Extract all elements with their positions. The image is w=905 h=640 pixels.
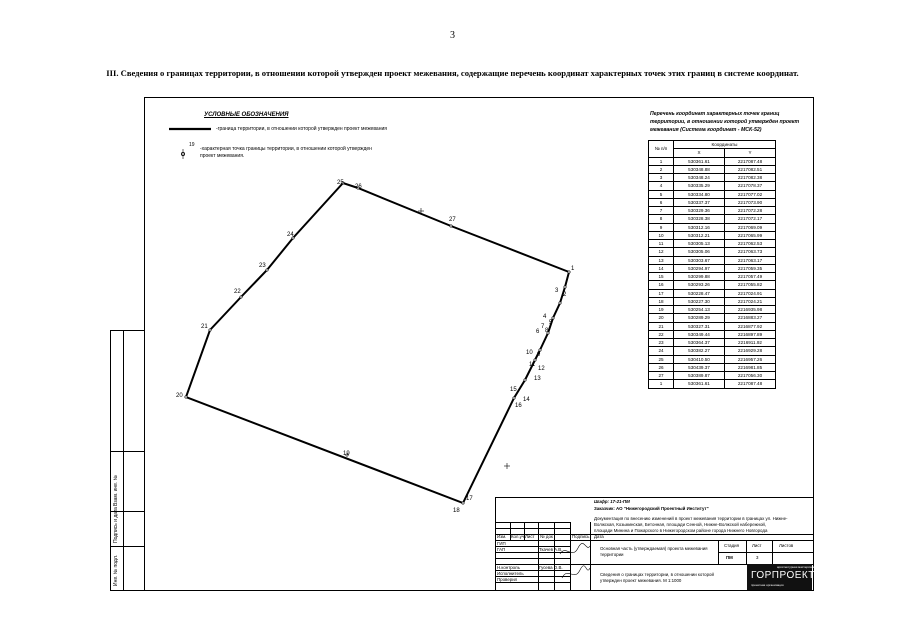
cell-y: 2217062.53 — [725, 240, 776, 248]
cell-number: 1 — [649, 157, 674, 165]
point-label: 27 — [449, 217, 456, 223]
cell-y: 2217087.48 — [725, 157, 776, 165]
cell-x: 530293.26 — [674, 281, 725, 289]
stamp-header-podp: Подпись — [572, 534, 590, 539]
signature-scribbles — [558, 542, 592, 584]
cell-y: 2217063.17 — [725, 256, 776, 264]
header-x: X — [674, 149, 725, 157]
cell-number: 9 — [649, 223, 674, 231]
title-block-stamp — [495, 497, 813, 590]
logo-main-text: ГОРПРОЕКТ — [751, 570, 815, 581]
point-marker — [462, 502, 464, 504]
cell-x: 530361.61 — [674, 157, 725, 165]
stamp-customer: Заказчик: АО "Нижегородский Проектный Институт" — [594, 506, 709, 511]
legend-title: УСЛОВНЫЕ ОБОЗНАЧЕНИЯ — [204, 112, 289, 118]
cell-y: 2217059.35 — [725, 264, 776, 272]
point-marker — [524, 379, 526, 381]
cell-number: 15 — [649, 273, 674, 281]
boundary-polyline — [186, 183, 569, 503]
cell-x: 530303.67 — [674, 256, 725, 264]
table-row — [649, 215, 776, 223]
stamp-header-data: Дата — [594, 534, 604, 539]
stamp-stage-label: Стадия — [724, 543, 739, 548]
point-label: 10 — [526, 350, 533, 356]
stamp-role-gip: ГИП — [497, 541, 506, 546]
cell-x: 530289.29 — [674, 314, 725, 322]
legend-point-text-line2: проект межевания. — [200, 153, 245, 159]
point-label: 26 — [355, 184, 362, 190]
table-row — [649, 339, 776, 347]
table-row — [649, 322, 776, 330]
coordinates-rows — [649, 157, 776, 388]
cell-y: 2217082.38 — [725, 174, 776, 182]
point-label: 20 — [176, 393, 183, 399]
stamp-sheet-title-line2: утвержден проект межевания. М 1:1000 — [600, 578, 682, 583]
cell-number: 5 — [649, 190, 674, 198]
point-marker — [209, 329, 211, 331]
point-label: 16 — [515, 403, 522, 409]
cell-number: 25 — [649, 355, 674, 363]
header-number: № п/п — [649, 141, 674, 158]
point-marker — [552, 317, 554, 319]
cell-number: 7 — [649, 207, 674, 215]
cell-x: 530389.87 — [674, 372, 725, 380]
stamp-header-ndok: № док — [540, 534, 553, 539]
table-row — [649, 231, 776, 239]
cell-y: 2217065.99 — [725, 231, 776, 239]
cell-number: 8 — [649, 215, 674, 223]
point-label: 5 — [549, 320, 553, 326]
cell-y: 2217063.73 — [725, 248, 776, 256]
point-marker — [240, 296, 242, 298]
stamp-role-prov: Проверил — [497, 577, 518, 582]
coordinates-table — [648, 140, 776, 389]
table-row — [649, 306, 776, 314]
cell-number: 22 — [649, 330, 674, 338]
table-row — [649, 264, 776, 272]
stamp-code: Шифр: 17-21-ПМ — [594, 499, 630, 504]
stamp-name-1: Ткачев А.В. — [539, 547, 563, 552]
strip-label-original-inv: Инв. № подл. — [113, 554, 119, 586]
cell-y: 2217077.02 — [725, 190, 776, 198]
point-label: 21 — [201, 324, 208, 330]
point-label: 12 — [538, 366, 545, 372]
table-row — [649, 347, 776, 355]
cell-y: 2217072.17 — [725, 215, 776, 223]
point-label: 4 — [543, 314, 547, 320]
cell-y: 2216877.92 — [725, 322, 776, 330]
cell-x: 530334.80 — [674, 190, 725, 198]
page-number: 3 — [450, 30, 455, 41]
stamp-header-izm: Изм. — [497, 534, 507, 539]
table-row — [649, 372, 776, 380]
stamp-name-2: Гусева О.В. — [539, 565, 563, 570]
point-marker — [534, 359, 536, 361]
point-label: 24 — [287, 232, 294, 238]
cell-number: 24 — [649, 347, 674, 355]
cell-y: 2216911.92 — [725, 339, 776, 347]
point-label: 9 — [537, 352, 541, 358]
point-label: 2 — [563, 292, 567, 298]
gorproekt-logo — [747, 564, 815, 590]
point-label: 17 — [466, 496, 473, 502]
header-coordinates: Координаты — [674, 141, 776, 149]
strip-label-replaced-inv: Взам. инв. № — [113, 475, 119, 506]
cell-number: 2 — [649, 165, 674, 173]
cell-number: 21 — [649, 322, 674, 330]
cell-y: 2217024.21 — [725, 297, 776, 305]
stamp-header-kol: Кол.уч — [511, 534, 525, 539]
cell-x: 530382.27 — [674, 347, 725, 355]
cell-number: 20 — [649, 314, 674, 322]
cell-x: 530335.29 — [674, 182, 725, 190]
cell-x: 530227.30 — [674, 297, 725, 305]
cell-x: 530299.88 — [674, 273, 725, 281]
cell-y: 2216897.89 — [725, 330, 776, 338]
cell-x: 530254.13 — [674, 306, 725, 314]
cell-x: 530305.13 — [674, 240, 725, 248]
cell-number: 12 — [649, 248, 674, 256]
stamp-sheets-label: Листов — [779, 543, 794, 548]
legend-boundary-line-text: -граница территории, в отношении которой утвержден проект межевания — [216, 126, 387, 132]
cell-number: 23 — [649, 339, 674, 347]
table-row — [649, 281, 776, 289]
table-row — [649, 363, 776, 371]
point-marker — [559, 302, 561, 304]
table-row — [649, 256, 776, 264]
point-label: 23 — [259, 263, 266, 269]
point-label: 22 — [234, 289, 241, 295]
point-label: 18 — [453, 508, 460, 514]
table-row — [649, 174, 776, 182]
cell-x: 530349.44 — [674, 330, 725, 338]
point-label: 15 — [510, 387, 517, 393]
cell-y: 2216883.27 — [725, 314, 776, 322]
cell-y: 2217087.48 — [725, 380, 776, 388]
table-row — [649, 157, 776, 165]
cell-number: 11 — [649, 240, 674, 248]
table-row — [649, 297, 776, 305]
cell-number: 17 — [649, 289, 674, 297]
point-marker — [266, 269, 268, 271]
cell-x: 530348.24 — [674, 174, 725, 182]
point-label: 19 — [343, 451, 350, 457]
cell-x: 530361.61 — [674, 380, 725, 388]
cell-number: 13 — [649, 256, 674, 264]
cell-x: 530348.88 — [674, 165, 725, 173]
cell-number: 6 — [649, 198, 674, 206]
cell-number: 16 — [649, 281, 674, 289]
table-row — [649, 330, 776, 338]
point-label: 6 — [536, 329, 540, 335]
table-row — [649, 355, 776, 363]
point-marker — [513, 397, 515, 399]
stamp-doc-title-line2: территории — [600, 552, 624, 557]
cell-number: 18 — [649, 297, 674, 305]
stamp-sheet-value: 3 — [756, 555, 759, 560]
cell-y: 2216957.26 — [725, 355, 776, 363]
point-label: 3 — [555, 288, 559, 294]
cell-number: 26 — [649, 363, 674, 371]
point-label: 1 — [571, 266, 575, 272]
legend-point-sample-number: 19 — [189, 142, 195, 148]
logo-sub-text: проектная организация — [751, 583, 784, 587]
cell-y: 2216981.85 — [725, 363, 776, 371]
cell-x: 530410.50 — [674, 355, 725, 363]
stamp-header-list: Лист — [525, 534, 535, 539]
stamp-role-ncontrol: Н.контроль — [497, 565, 520, 570]
table-row — [649, 165, 776, 173]
header-y: Y — [725, 149, 776, 157]
point-marker — [539, 349, 541, 351]
point-marker — [564, 286, 566, 288]
cell-y: 2217082.51 — [725, 165, 776, 173]
cell-x: 530439.37 — [674, 363, 725, 371]
cell-number: 27 — [649, 372, 674, 380]
point-label: 7 — [541, 324, 545, 330]
table-row — [649, 289, 776, 297]
logo-small-text: архитектурная мастерская — [777, 565, 815, 569]
stamp-doc-title-line1: Основная часть (утверждаемая) проекта межевания — [600, 546, 708, 551]
cell-number: 19 — [649, 306, 674, 314]
cell-y: 2216935.98 — [725, 306, 776, 314]
stamp-sheet-title-line1: Сведения о границах территории, в отношении которой — [600, 572, 714, 577]
cell-y: 2217057.49 — [725, 273, 776, 281]
point-label: 11 — [529, 362, 536, 368]
strip-label-signature-date: Подпись и дата — [113, 507, 119, 543]
table-row — [649, 240, 776, 248]
cell-x: 530337.37 — [674, 198, 725, 206]
cell-y: 2217072.28 — [725, 207, 776, 215]
table-row — [649, 380, 776, 388]
cell-number: 4 — [649, 182, 674, 190]
point-marker — [568, 271, 570, 273]
table-row — [649, 190, 776, 198]
stamp-role-ispoln: Исполнитель — [497, 571, 524, 576]
cell-x: 530312.21 — [674, 231, 725, 239]
table-row — [649, 248, 776, 256]
section-title: III. Сведения о границах территории, в отношении которой утвержден проект межевания, содержащие перечень координат характерных точек этих границ в системе координат. — [106, 68, 799, 78]
cell-x: 530294.97 — [674, 264, 725, 272]
stamp-project-line3: площади Минина и Пожарского в Нижегородском районе города Нижнего Новгорода — [594, 528, 768, 533]
cell-x: 530312.16 — [674, 223, 725, 231]
table-row — [649, 273, 776, 281]
cell-number: 14 — [649, 264, 674, 272]
cell-number: 1 — [649, 380, 674, 388]
legend-point-text-line1: -характерная точка границы территории, в отношении которой утвержден — [200, 146, 372, 152]
table-row — [649, 207, 776, 215]
cell-x: 530305.06 — [674, 248, 725, 256]
cell-x: 530328.38 — [674, 215, 725, 223]
cell-y: 2217024.91 — [725, 289, 776, 297]
cell-y: 2217069.09 — [725, 223, 776, 231]
cell-number: 3 — [649, 174, 674, 182]
cell-y: 2217073.90 — [725, 198, 776, 206]
stamp-stage-value: ПМ — [726, 555, 733, 560]
point-label: 13 — [534, 376, 541, 382]
cell-number: 10 — [649, 231, 674, 239]
stamp-role-gap: ГАП — [497, 547, 506, 552]
coordinates-caption: Перечень координат характерных точек границ территории, в отношении которой утвержден проект межевания (Система координат - МСК-52) — [650, 111, 800, 133]
stamp-project-line1: Документация по внесению изменений в проект межевания территории в границах ул. Нижне- — [594, 516, 788, 521]
cell-y: 2217078.37 — [725, 182, 776, 190]
table-row — [649, 182, 776, 190]
point-label: 14 — [523, 397, 530, 403]
cell-y: 2216929.28 — [725, 347, 776, 355]
point-label: 8 — [545, 328, 549, 334]
cell-x: 530329.36 — [674, 207, 725, 215]
cell-x: 530327.31 — [674, 322, 725, 330]
stamp-sheet-label: Лист — [752, 543, 762, 548]
table-row — [649, 314, 776, 322]
stamp-project-line2: Волжская, Козьминская, Бетонная, площади Сенной, Нижне-Волжской набережной, — [594, 522, 767, 527]
point-marker — [185, 396, 187, 398]
cell-y: 2217055.82 — [725, 281, 776, 289]
cell-y: 2217056.30 — [725, 372, 776, 380]
point-label: 25 — [337, 180, 344, 186]
cell-x: 530364.37 — [674, 339, 725, 347]
table-row — [649, 198, 776, 206]
cell-x: 530228.47 — [674, 289, 725, 297]
point-marker — [450, 225, 452, 227]
table-row — [649, 223, 776, 231]
